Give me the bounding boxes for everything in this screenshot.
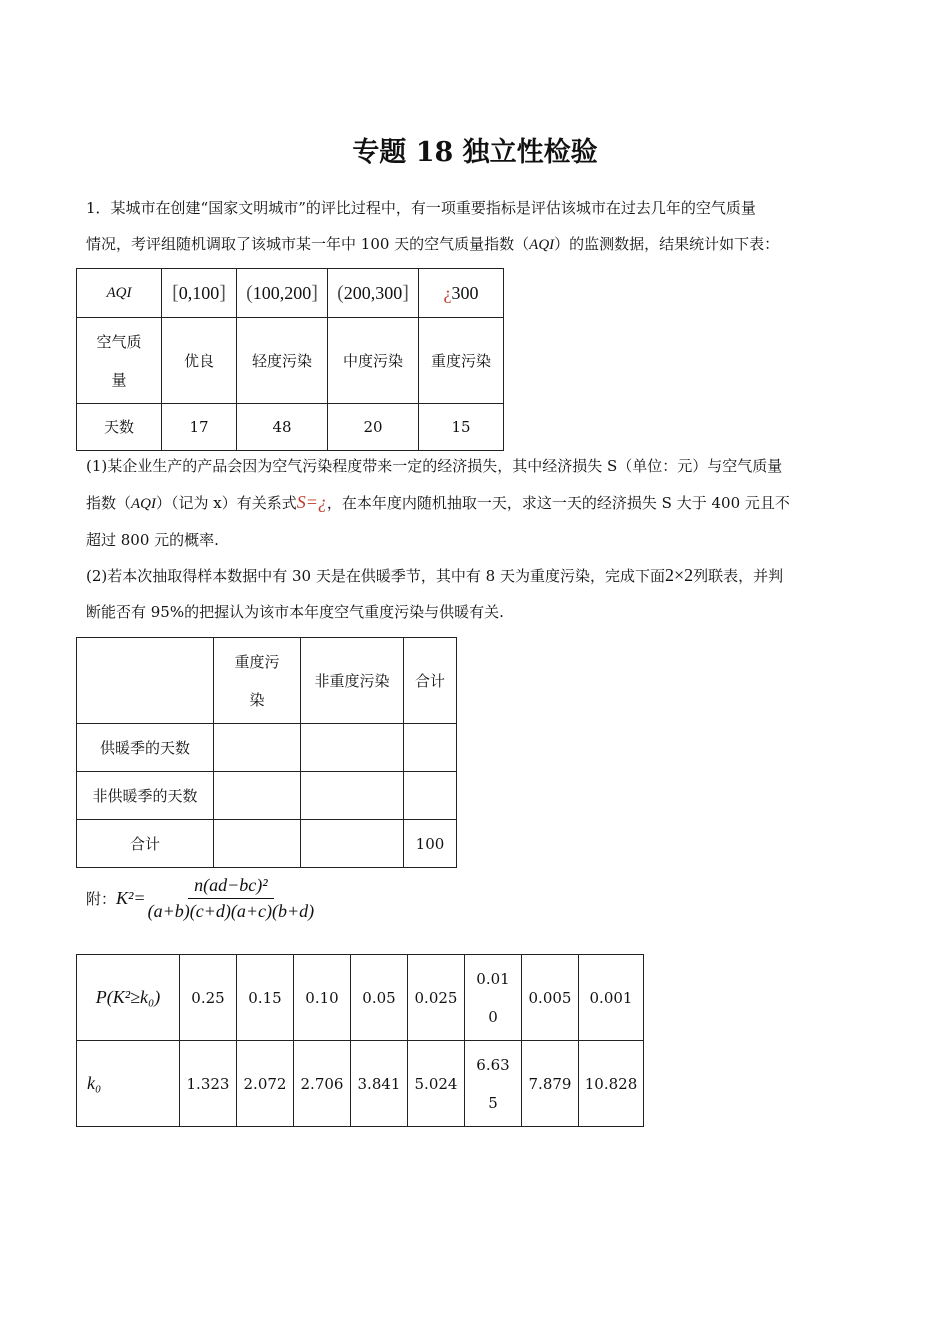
k0-label: k₀: [77, 1041, 180, 1127]
formula-fraction: [148, 875, 315, 922]
aqi-range-1: [0,100]: [162, 269, 237, 318]
table-cell: [404, 724, 457, 772]
formula-prefix: 附：: [86, 890, 117, 908]
question-1: [86, 448, 866, 558]
col-non-heavy-pollution: 非重度污染: [301, 638, 404, 724]
p-value: 0.15: [237, 955, 294, 1041]
p-value: 0.025: [408, 955, 465, 1041]
days-label: 天数: [77, 404, 162, 451]
formula-numerator: n(ad−bc)²: [188, 875, 274, 899]
k0-value: 2.706: [294, 1041, 351, 1127]
quality-level: 重度污染: [419, 318, 504, 404]
contingency-table: [76, 637, 457, 868]
days-value: 15: [419, 404, 504, 451]
intro-line-2: 情况，考评组随机调取了该城市某一年中 100 天的空气质量指数（AQI）的监测数据，结果统计如下表：: [86, 235, 780, 253]
k0-value: 10.828: [579, 1041, 644, 1127]
q1-line-2: 指数（AQI）（记为 x）有关系式S=¿，在本年度内随机抽取一天，求这一天的经济损失 S 大于 400 元且不: [86, 492, 790, 512]
aqi-range-2: (100,200]: [237, 269, 328, 318]
k0-value: 6.63 5: [465, 1041, 522, 1127]
air-quality-label: 空气质 量: [77, 318, 162, 404]
aqi-range-3: (200,300]: [328, 269, 419, 318]
q1-line-1: (1)某企业生产的产品会因为空气污染程度带来一定的经济损失，其中经济损失 S（单位：元）与空气质量: [86, 457, 783, 475]
days-value: 20: [328, 404, 419, 451]
row-total: 合计: [77, 820, 214, 868]
days-value: 48: [237, 404, 328, 451]
intro-line-1: 1．某城市在创建“国家文明城市”的评比过程中，有一项重要指标是评估该城市在过去几年的空气质量: [86, 199, 756, 217]
p-value: 0.005: [522, 955, 579, 1041]
k0-value: 3.841: [351, 1041, 408, 1127]
aqi-header-label: AQI: [77, 269, 162, 318]
table-cell: [301, 820, 404, 868]
k0-value: 2.072: [237, 1041, 294, 1127]
q2-line-2: 断能否有 95%的把握认为该市本年度空气重度污染与供暖有关.: [86, 603, 504, 621]
aqi-table: [76, 268, 504, 451]
problem-intro: [86, 190, 866, 263]
table-cell: [214, 724, 301, 772]
quality-level: 轻度污染: [237, 318, 328, 404]
k-squared-formula: [86, 875, 314, 922]
page-title: 专题 18 独立性检验: [352, 137, 598, 168]
k0-value: 5.024: [408, 1041, 465, 1127]
p-value: 0.05: [351, 955, 408, 1041]
col-heavy-pollution: 重度污 染: [214, 638, 301, 724]
critical-value-table: [76, 954, 644, 1127]
p-value: 0.10: [294, 955, 351, 1041]
q1-line-3: 超过 800 元的概率.: [86, 531, 219, 549]
k0-value: 7.879: [522, 1041, 579, 1127]
table-cell: [301, 772, 404, 820]
table-cell: [214, 772, 301, 820]
aqi-range-4: ¿300: [419, 269, 504, 318]
p-value: 0.001: [579, 955, 644, 1041]
p-value: 0.25: [180, 955, 237, 1041]
col-total: 合计: [404, 638, 457, 724]
corner-cell: [77, 638, 214, 724]
formula-denominator: (a+b)(c+d)(a+c)(b+d): [147, 901, 315, 921]
p-value: 0.01 0: [465, 955, 522, 1041]
quality-level: 优良: [162, 318, 237, 404]
table-cell: [214, 820, 301, 868]
p-label: P(K²≥k₀): [77, 955, 180, 1041]
row-heating-days: 供暖季的天数: [77, 724, 214, 772]
k0-value: 1.323: [180, 1041, 237, 1127]
q2-line-1: (2)若本次抽取得样本数据中有 30 天是在供暖季节，其中有 8 天为重度污染，完成下面2×2列联表，并判: [86, 565, 784, 585]
days-value: 17: [162, 404, 237, 451]
quality-level: 中度污染: [328, 318, 419, 404]
table-cell: [301, 724, 404, 772]
table-cell: [404, 772, 457, 820]
table-cell: 100: [404, 820, 457, 868]
question-2: [86, 557, 866, 630]
formula-lhs: K²=: [116, 888, 146, 908]
row-non-heating-days: 非供暖季的天数: [77, 772, 214, 820]
